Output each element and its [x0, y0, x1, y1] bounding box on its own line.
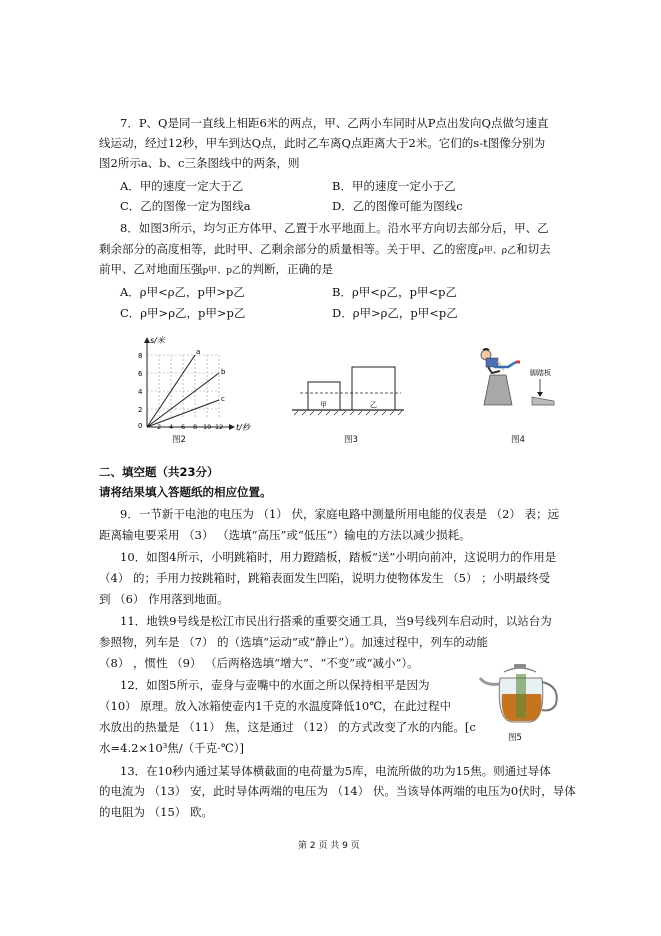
figure-3-caption: 图3	[344, 435, 358, 445]
q8-option-c: C．ρ甲>ρ乙，p甲>p乙	[120, 306, 246, 320]
section-2-title: 二、填空题（共23分）	[99, 465, 219, 479]
person-shirt	[486, 358, 498, 367]
q7-option-d: D．乙的图像可能为图线c	[332, 199, 463, 213]
q13-line3: 的电阻为 （15） 欧。	[99, 805, 213, 819]
cube-jia-label: 甲	[320, 401, 327, 409]
x-tick: 8	[193, 423, 198, 431]
figure-4-caption: 图4	[511, 435, 525, 445]
figure-5-teapot	[476, 660, 566, 730]
page-footer: 第 2 页 共 9 页	[298, 841, 360, 851]
line-b	[147, 373, 219, 427]
x-tick: 10	[203, 423, 212, 431]
x-tick: 12	[215, 423, 224, 431]
cube-yi-label: 乙	[370, 401, 377, 409]
q8-option-b: B．ρ甲<ρ乙，p甲<p乙	[332, 285, 457, 299]
line-a-label: a	[196, 348, 201, 356]
q9-line1: 9．一节新干电池的电压为 （1） 伏，家庭电路中测量所用电能的仪表是 （2） 表；远	[120, 507, 560, 521]
y-tick: 0	[138, 422, 143, 430]
q12-line3: 水放出的热量是 （11） 焦，这是通过 （12） 的方式改变了水的内能。[c	[99, 720, 476, 734]
q13-line1: 13．在10秒内通过某导体横截面的电荷量为5库，电流所做的功为15焦。则通过导体	[120, 764, 551, 778]
q10-line3: 到 （6） 作用落到地面。	[99, 592, 229, 606]
x-tick: 4	[169, 423, 174, 431]
x-tick: 2	[157, 423, 162, 431]
q7-line2: 线运动，经过12秒，甲车到达Q点，此时乙车离Q点距离大于2米。它们的s-t图像分别为	[99, 136, 546, 150]
q11-line3: （8） ，惯性 （9） （后两格选填“增大”、“不变”或“减小”）。	[99, 656, 419, 670]
q12-line4: 水=4.2×10³焦/（千克·℃）]	[99, 741, 244, 755]
q7-line3: 图2所示a、b、c三条图线中的两条，则	[99, 156, 300, 170]
q10-line1: 10．如图4所示，小明跳箱时，用力蹬踏板，踏板“送”小明向前冲，这说明力的作用是	[120, 550, 557, 564]
q8-line1: 8．如图3所示，均匀正方体甲、乙置于水平地面上。沿水平方向切去部分后，甲、乙	[120, 221, 549, 235]
q7-line1: 7．P、Q是同一直线上相距6米的两点，甲、乙两小车同时从P点出发向Q点做匀速直	[120, 116, 549, 130]
figure-5-caption: 图5	[508, 733, 522, 743]
x-tick: 6	[181, 423, 186, 431]
q11-line2: 参照物，列车是 （7） 的（选填“运动”或“静止”）。加速过程中，列车的动能	[99, 635, 488, 649]
q7-option-b: B．甲的速度一定小于乙	[332, 179, 456, 193]
y-axis-label: s/米	[150, 336, 165, 345]
vault-box	[484, 375, 512, 405]
q11-line1: 11．地铁9号线是松江市民出行搭乘的重要交通工具，当9号线列车启动时，以站台为	[120, 614, 552, 628]
y-tick: 4	[138, 388, 143, 396]
figure-2-st-graph	[124, 330, 274, 432]
section-2-instruction: 请将结果填入答题纸的相应位置。	[99, 485, 272, 499]
q10-line2: （4） 的；手用力按跳箱时，跳箱表面发生凹陷，说明力使物体发生 （5） ；小明最终受	[99, 571, 551, 585]
teapot-lid-knob	[514, 664, 526, 668]
teapot-spout	[480, 678, 500, 684]
q8-line3: 前甲、乙对地面压强p甲、p乙的判断，正确的是	[99, 262, 334, 276]
line-b-label: b	[221, 368, 226, 376]
springboard-label: 脚踏板	[530, 369, 551, 377]
q8-line2: 剩余部分的高度相等，此时甲、乙剩余部分的质量相等。关于甲、乙的密度ρ甲、ρ乙和切去	[99, 242, 551, 256]
q8-option-a: A．ρ甲<ρ乙，p甲>p乙	[120, 285, 245, 299]
q7-option-c: C．乙的图像一定为图线a	[120, 199, 251, 213]
y-tick: 6	[138, 370, 143, 378]
y-tick: 8	[138, 352, 143, 360]
q12-line1: 12．如图5所示，壶身与壶嘴中的水面之所以保持相平是因为	[120, 678, 430, 692]
q13-line2: 的电流为 （13） 安，此时导体两端的电压为 （14） 伏。当该导体两端的电压为0伏时，导体	[99, 784, 576, 798]
q7-option-a: A．甲的速度一定大于乙	[120, 179, 244, 193]
q12-line2: （10） 原理。放入冰箱使壶内1千克的水温度降低10℃，在此过程中	[99, 699, 452, 713]
x-axis-label: t/秒	[236, 423, 250, 432]
y-tick: 2	[138, 406, 143, 414]
figure-4-vault	[472, 345, 562, 410]
springboard	[532, 397, 554, 405]
q9-line2: 距离输电要采用 （3） （选填“高压”或“低压”）输电的方法以减少损耗。	[99, 528, 471, 542]
teapot-infuser	[516, 674, 526, 718]
teapot-handle	[542, 682, 557, 710]
figure-2-caption: 图2	[172, 435, 186, 445]
figure-3-cubes	[286, 360, 410, 416]
line-c-label: c	[221, 395, 225, 403]
q8-option-d: D．ρ甲>ρ乙，p甲<p乙	[332, 306, 458, 320]
